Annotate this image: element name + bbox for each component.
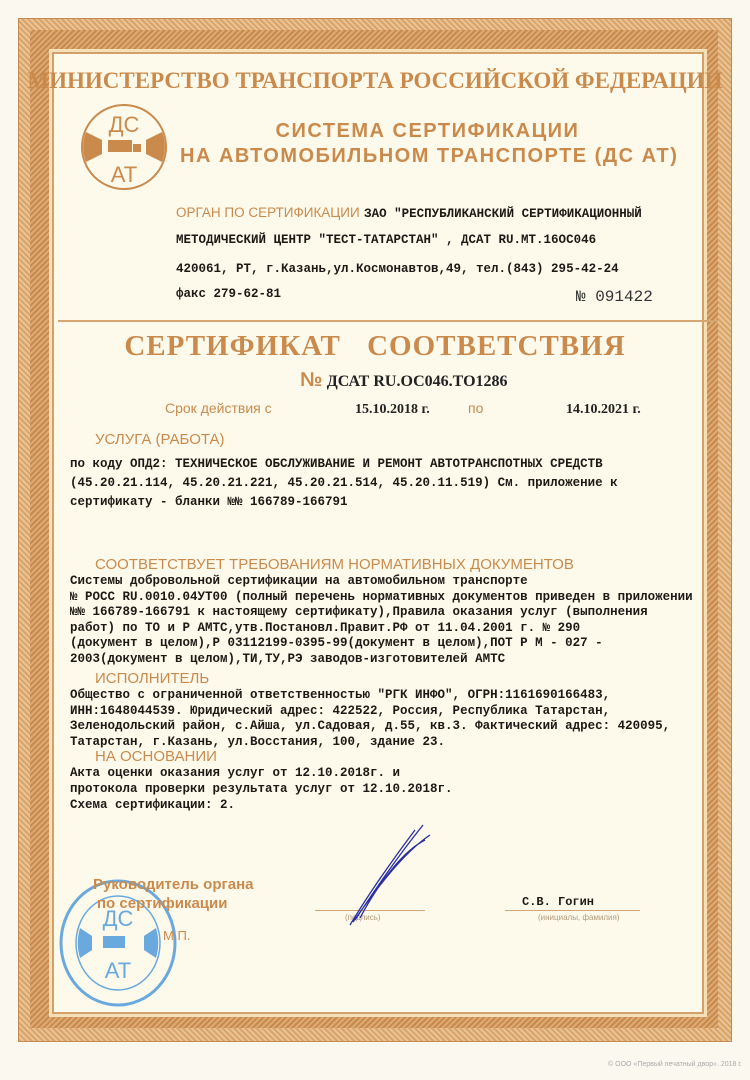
copyright: © ООО «Первый печатный двор». 2018 г. [608,1061,742,1068]
text-line: сертификату - бланки №№ 166789-166791 [70,495,348,509]
text-line: работ) по ТО и Р АМТС,утв.Постановл.Правит.РФ от 11.04.2001 г. № 290 [70,620,581,635]
svg-text:ДС: ДС [102,906,134,931]
text-line: Акта оценки оказания услуг от 12.10.2018г. и [70,766,401,780]
system-title-line2: НА АВТОМОБИЛЬНОМ ТРАНСПОРТЕ (ДС АТ) [180,145,679,167]
text-line: (документ в целом),Р 03112199-0395-99(документ в целом),ПОТ Р М - 027 - [70,636,603,651]
name-caption: (инициалы, фамилия) [538,913,620,922]
text-line: Системы добровольной сертификации на автомобильном транспорте [70,574,528,588]
text-line: протокола проверки результата услуг от 12.10.2018г. [70,782,453,796]
number-sign: № [300,369,323,391]
svg-text:АТ: АТ [104,958,132,983]
text-line: ИНН:1648044539. Юридический адрес: 422522, Россия, Республика Татарстан, [70,703,611,718]
organ-fax: факс 279-62-81 [176,287,282,301]
valid-from: 15.10.2018 г. [355,402,430,417]
divider [58,320,718,322]
text-line: № РОСС RU.0010.04УТ00 (полный перечень нормативных документов приведен в приложении [70,589,693,604]
service-text [70,457,618,514]
stamp-place-label: М.П. [163,928,191,943]
to-label: по [468,400,484,416]
svg-text:АТ: АТ [110,162,138,187]
requirements-text [70,574,693,668]
signature-caption: (подпись) [345,913,381,922]
text-line: 2003(документ в целом),ТИ,ТУ,РЭ заводов-изготовителей АМТС [70,651,506,666]
text-line: Схема сертификации: 2. [70,798,236,812]
executor-text [70,688,670,750]
ministry-title: МИНИСТЕРСТВО ТРАНСПОРТА РОССИЙСКОЙ ФЕДЕРАЦИИ [27,68,723,93]
organ-address: 420061, РТ, г.Казань,ул.Космонавтов,49, тел.(843) 295-42-24 [176,262,619,276]
name-line [505,910,640,911]
system-title-line1: СИСТЕМА СЕРТИФИКАЦИИ [275,120,580,142]
signatory-name: С.В. Гогин [522,895,595,909]
executor-heading: ИСПОЛНИТЕЛЬ [95,670,210,687]
organ-line2: МЕТОДИЧЕСКИЙ ЦЕНТР "ТЕСТ-ТАТАРСТАН" , ДСАТ RU.МТ.16ОС046 [176,233,597,247]
certificate-number [300,369,508,392]
basis-heading: НА ОСНОВАНИИ [95,748,217,765]
validity-label: Срок действия с [165,400,272,416]
certificate-title: СЕРТИФИКАТ СООТВЕТСТВИЯ [124,330,626,362]
requirements-heading: СООТВЕТСТВУЕТ ТРЕБОВАНИЯМ НОРМАТИВНЫХ ДОКУМЕНТОВ [95,556,574,573]
svg-text:ДС: ДС [108,112,140,137]
text-line: Татарстан, г.Казань, ул.Восстания, 100, здание 23. [70,734,446,749]
service-heading: УСЛУГА (РАБОТА) [95,431,225,448]
organ-name: ЗАО "РЕСПУБЛИКАНСКИЙ СЕРТИФИКАЦИОННЫЙ [364,207,642,221]
organ-label: ОРГАН ПО СЕРТИФИКАЦИИ [176,205,360,220]
head-title-line2: по сертификации [97,895,228,912]
text-line: Общество с ограниченной ответственностью "РГК ИНФО", ОГРН:1161690166483, [70,688,611,702]
text-line: №№ 166789-166791 к настоящему сертификату),Правила оказания услуг (выполнения [70,605,648,620]
organ-line1 [176,204,642,222]
text-line: по коду ОПД2: ТЕХНИЧЕСКОЕ ОБСЛУЖИВАНИЕ И РЕМОНТ АВТОТРАНСПОТНЫХ СРЕДСТВ [70,457,603,471]
valid-to: 14.10.2021 г. [566,402,641,417]
dsat-logo [72,102,176,192]
head-title-line1: Руководитель органа [93,876,254,893]
handwritten-signature [345,820,435,930]
number-value: ДСАТ RU.ОС046.ТО1286 [326,373,508,390]
text-line: (45.20.21.114, 45.20.21.221, 45.20.21.514, 45.20.11.519) См. приложение к [70,476,618,490]
text-line: Зеленодольский район, с.Айша, ул.Садовая, д.55, кв.3. Фактический адрес: 420095, [70,719,671,734]
basis-text [70,765,453,813]
blank-number: № 091422 [576,288,653,306]
